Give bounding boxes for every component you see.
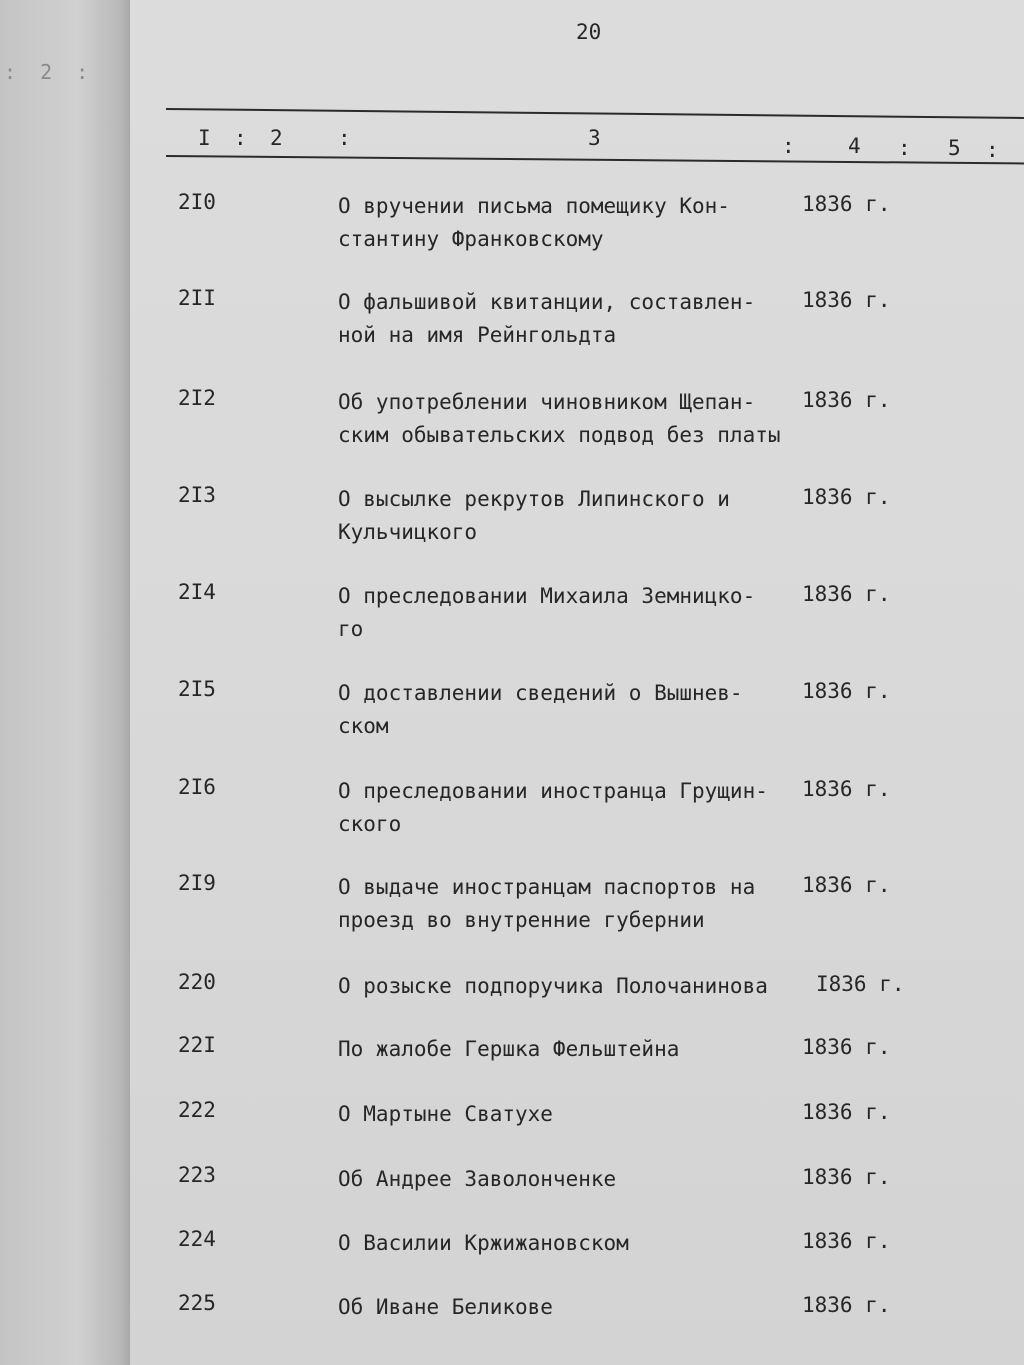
entry-number: 223: [178, 1163, 216, 1187]
document-page: [130, 0, 1024, 1365]
entry-description: О Василии Кржижановском: [338, 1231, 629, 1255]
entry-year: 1836 г.: [802, 582, 891, 606]
column-2-header: 2: [270, 126, 283, 150]
entry-number: 2I9: [178, 871, 216, 895]
adjacent-page-edge: [0, 0, 130, 1365]
entry-description: Об Иване Беликове: [338, 1295, 553, 1319]
entry-number: 222: [178, 1098, 216, 1122]
entry-number: 2I4: [178, 580, 216, 604]
entry-year: 1836 г.: [802, 1293, 891, 1317]
entry-year: 1836 г.: [802, 1165, 891, 1189]
column-4-header: 4: [848, 134, 861, 158]
table-header-top-rule: [166, 108, 1024, 119]
entry-description: О преследовании иностранца Грущин- ского: [338, 779, 768, 836]
column-separator: :: [234, 126, 247, 150]
entry-description: О выдаче иностранцам паспортов на проезд во внутренние губернии: [338, 875, 756, 932]
entry-year: 1836 г.: [802, 1229, 891, 1253]
column-separator: :: [782, 134, 795, 158]
entry-number: 2I6: [178, 775, 216, 799]
adjacent-page-ghost-marks: : 2 :: [4, 60, 95, 84]
entry-description: Об употреблении чиновником Щепан- ским обывательских подвод без платы: [338, 390, 781, 447]
entry-description: О вручении письма помещику Кон- стантину Франковскому: [338, 194, 730, 251]
entry-description: По жалобе Гершка Фельштейна: [338, 1037, 680, 1061]
column-3-header: 3: [588, 126, 601, 150]
entry-number: 22I: [178, 1033, 216, 1057]
column-separator: :: [986, 138, 999, 162]
entry-description: О фальшивой квитанции, составлен- ной на имя Рейнгольдта: [338, 290, 756, 347]
entry-number: 2I3: [178, 483, 216, 507]
table-header-bottom-rule: [166, 155, 1024, 164]
entry-number: 2I5: [178, 677, 216, 701]
column-separator: :: [898, 136, 911, 160]
entry-year: 1836 г.: [802, 1100, 891, 1124]
entry-number: 224: [178, 1227, 216, 1251]
page-number: 20: [576, 20, 602, 44]
entry-description: О розыске подпоручика Полочанинова: [338, 974, 768, 998]
entry-number: 225: [178, 1291, 216, 1315]
entry-description: О высылке рекрутов Липинского и Кульчицкого: [338, 487, 730, 544]
entry-year: 1836 г.: [802, 873, 891, 897]
entry-year: 1836 г.: [802, 777, 891, 801]
entry-description: Об Андрее Заволонченке: [338, 1167, 617, 1191]
entry-year: 1836 г.: [802, 288, 891, 312]
entry-description: О Мартыне Сватухе: [338, 1102, 553, 1126]
entry-year: 1836 г.: [802, 485, 891, 509]
column-1-header: I: [198, 126, 211, 150]
entry-year: 1836 г.: [802, 192, 891, 216]
column-separator: :: [338, 126, 351, 150]
entry-year: 1836 г.: [802, 388, 891, 412]
entry-year: 1836 г.: [802, 679, 891, 703]
entry-year: 1836 г.: [802, 1035, 891, 1059]
entry-year: I836 г.: [816, 972, 905, 996]
entry-number: 220: [178, 970, 216, 994]
entry-description: О доставлении сведений о Вышнев- ском: [338, 681, 743, 738]
entry-number: 2I0: [178, 190, 216, 214]
entry-description: О преследовании Михаила Земницко- го: [338, 584, 756, 641]
entry-number: 2II: [178, 286, 216, 310]
entry-number: 2I2: [178, 386, 216, 410]
column-5-header: 5: [948, 136, 961, 160]
